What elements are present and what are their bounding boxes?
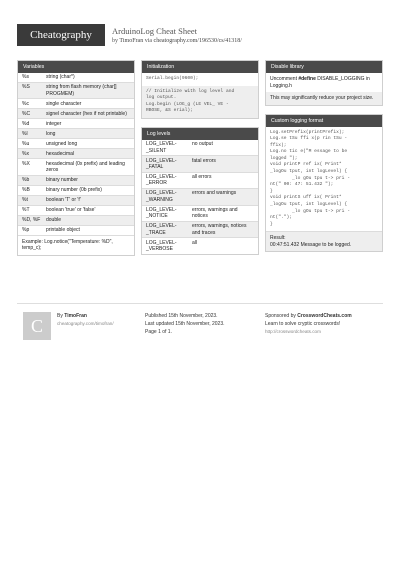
custom-format-header: Custom logging format bbox=[266, 115, 382, 127]
byline bbox=[112, 38, 242, 44]
log-levels-table bbox=[142, 140, 258, 254]
table-row bbox=[18, 225, 134, 235]
disable-note: This may significantly reduce your project size. bbox=[266, 92, 382, 105]
row-value: signel character (hex if not printable) bbox=[46, 110, 127, 117]
row-value: errors and warnings bbox=[192, 190, 237, 197]
table-row bbox=[18, 195, 134, 205]
row-key: LOG_LEVEL-_SILENT bbox=[146, 141, 177, 154]
row-key: LOG_LEVEL-_ERROR bbox=[146, 174, 177, 187]
disable-post: DISABLE_LOGGING in Logging.h bbox=[270, 76, 370, 89]
row-key: %c bbox=[22, 100, 29, 107]
sponsor-url[interactable]: http://crosswordcheats.com bbox=[265, 329, 321, 334]
row-key: %u bbox=[22, 140, 30, 147]
cheatography-logo[interactable]: Cheatography bbox=[17, 24, 105, 46]
column-3 bbox=[265, 60, 383, 260]
row-key: %S bbox=[22, 84, 30, 91]
table-row bbox=[18, 175, 134, 185]
variables-box bbox=[17, 60, 135, 256]
table-row bbox=[18, 118, 134, 128]
initialization-box bbox=[141, 60, 259, 119]
disable-define: #define bbox=[298, 76, 316, 82]
row-key: %B bbox=[22, 187, 30, 194]
column-2 bbox=[141, 60, 259, 263]
initialization-header: Initialization bbox=[142, 61, 258, 73]
row-value: hexadecimal bbox=[46, 150, 75, 157]
row-key: LOG_LEVEL-_WARNING bbox=[146, 190, 177, 203]
sheet-url-link[interactable]: cheatography.com/196530/cs/41318/ bbox=[153, 38, 242, 44]
footer-by-label: By bbox=[57, 313, 65, 319]
footer-by bbox=[57, 312, 114, 320]
row-value: fatal errors bbox=[192, 157, 216, 164]
via-text: via bbox=[144, 38, 153, 44]
init-code-block: // Initialize with log level and log output. Log.begin (LOG_g (LE VEL_ VE - RBOSE, &S erial); bbox=[142, 86, 258, 118]
table-row bbox=[18, 148, 134, 158]
custom-format-code: Log.setPrefix(printPrefix); Log.se tSu ffi x(p rin tSu - ffix); Log.no tic e("M essage to be logged "); void printP ref ix( Print* _logOu tput, int logLevel) { _lo gOu tpu t-> pri - nt(" 00: 47: 51.432 "); } void printS uff ix( Print* _logOu tput, int logLevel) { _lo gOu tpu t-> pri - nt("."); } bbox=[270, 129, 350, 227]
row-value: double bbox=[46, 217, 62, 224]
row-value: errors, warnings and notices bbox=[192, 206, 238, 220]
row-value: long bbox=[46, 130, 56, 137]
row-value: boolean 'true' or 'false' bbox=[46, 207, 96, 214]
table-row bbox=[18, 108, 134, 118]
row-key: %X bbox=[22, 160, 30, 167]
table-row bbox=[142, 237, 258, 253]
row-key: LOG_LEVEL-_VERBOSE bbox=[146, 239, 177, 253]
updated-date: Last updated 15th November, 2023. bbox=[145, 321, 225, 327]
table-row bbox=[18, 98, 134, 108]
page-count: Page 1 of 1. bbox=[145, 329, 172, 335]
row-key: %x bbox=[22, 150, 29, 157]
row-value: integer bbox=[46, 120, 62, 127]
author-avatar[interactable]: C bbox=[23, 312, 51, 340]
log-levels-box bbox=[141, 127, 259, 255]
published-date: Published 15th November, 2023. bbox=[145, 313, 218, 319]
row-key: %D, %F bbox=[22, 217, 41, 224]
table-row bbox=[18, 128, 134, 138]
footer-author-link[interactable]: TimoFran bbox=[64, 313, 87, 319]
table-row bbox=[142, 205, 258, 221]
column-1 bbox=[17, 60, 135, 264]
row-value: boolean 'T' or 'f' bbox=[46, 197, 81, 204]
footer-sponsor bbox=[265, 312, 352, 336]
row-value: single character bbox=[46, 100, 82, 107]
row-key: %T bbox=[22, 207, 30, 214]
sponsor-line bbox=[265, 312, 352, 320]
row-key: %p bbox=[22, 227, 30, 234]
row-value: all bbox=[192, 239, 198, 246]
table-row bbox=[18, 215, 134, 225]
result-value: 00:47:51.432 Message to be logged. bbox=[270, 241, 352, 248]
footer-dates bbox=[145, 312, 225, 336]
row-value: unsigned long bbox=[46, 140, 78, 147]
row-key: %d bbox=[22, 120, 30, 127]
row-key: %s bbox=[22, 74, 29, 81]
footer-author-url[interactable]: cheatography.com/timofran/ bbox=[57, 321, 114, 326]
row-key: LOG_LEVEL-_NOTICE bbox=[146, 206, 177, 220]
disable-header: Disable library bbox=[266, 61, 382, 73]
row-value: binary number bbox=[46, 177, 78, 184]
table-row bbox=[142, 188, 258, 204]
row-key: %C bbox=[22, 110, 31, 117]
log-levels-header: Log levels bbox=[142, 128, 258, 140]
table-row bbox=[18, 185, 134, 195]
table-row bbox=[142, 155, 258, 171]
sponsor-link[interactable]: CrosswordCheats.com bbox=[297, 313, 352, 319]
disable-pre: Uncomment bbox=[270, 76, 299, 82]
row-value: string (char*) bbox=[46, 74, 75, 81]
result-label: Result: bbox=[270, 235, 286, 242]
table-row bbox=[18, 205, 134, 215]
row-value: hexadecimal (0x prefix) and leading zeros bbox=[46, 160, 125, 174]
sponsor-tagline: Learn to solve cryptic crosswords! bbox=[265, 321, 341, 327]
table-row bbox=[18, 138, 134, 148]
variables-example: Example: Log.notice("Temperature: %D", temp_c); bbox=[18, 235, 134, 255]
init-code-line1: Serial.begin(9600); bbox=[146, 76, 199, 81]
disable-box bbox=[265, 60, 383, 106]
table-row bbox=[142, 172, 258, 188]
variables-header: Variables bbox=[18, 61, 134, 73]
footer bbox=[17, 303, 383, 350]
row-key: %t bbox=[22, 197, 28, 204]
page-title: ArduinoLog Cheat Sheet bbox=[112, 26, 197, 36]
disable-instruction bbox=[266, 73, 382, 92]
by-prefix: by bbox=[112, 38, 118, 44]
row-key: %b bbox=[22, 177, 30, 184]
row-key: LOG_LEVEL-_TRACE bbox=[146, 223, 177, 236]
row-key: LOG_LEVEL-_FATAL bbox=[146, 157, 177, 171]
row-key: %l bbox=[22, 130, 28, 137]
custom-format-box bbox=[265, 114, 383, 253]
custom-result bbox=[266, 231, 382, 251]
footer-author bbox=[57, 312, 114, 328]
table-row bbox=[18, 158, 134, 174]
table-row bbox=[142, 221, 258, 237]
table-row bbox=[142, 140, 258, 155]
variables-table bbox=[18, 73, 134, 235]
row-value: binary number (0b prefix) bbox=[46, 187, 102, 194]
table-row bbox=[18, 73, 134, 82]
row-value: no output bbox=[192, 141, 213, 148]
row-value: errors, warnings, notices and traces bbox=[192, 223, 247, 236]
author-link[interactable]: TimoFran bbox=[119, 38, 144, 44]
row-value: all errors bbox=[192, 174, 212, 181]
table-row bbox=[18, 82, 134, 98]
row-value: printable object bbox=[46, 227, 80, 234]
sponsor-pre: Sponsored by bbox=[265, 313, 298, 319]
row-value: string from flash memory (char[] PROGMEM) bbox=[46, 84, 117, 97]
